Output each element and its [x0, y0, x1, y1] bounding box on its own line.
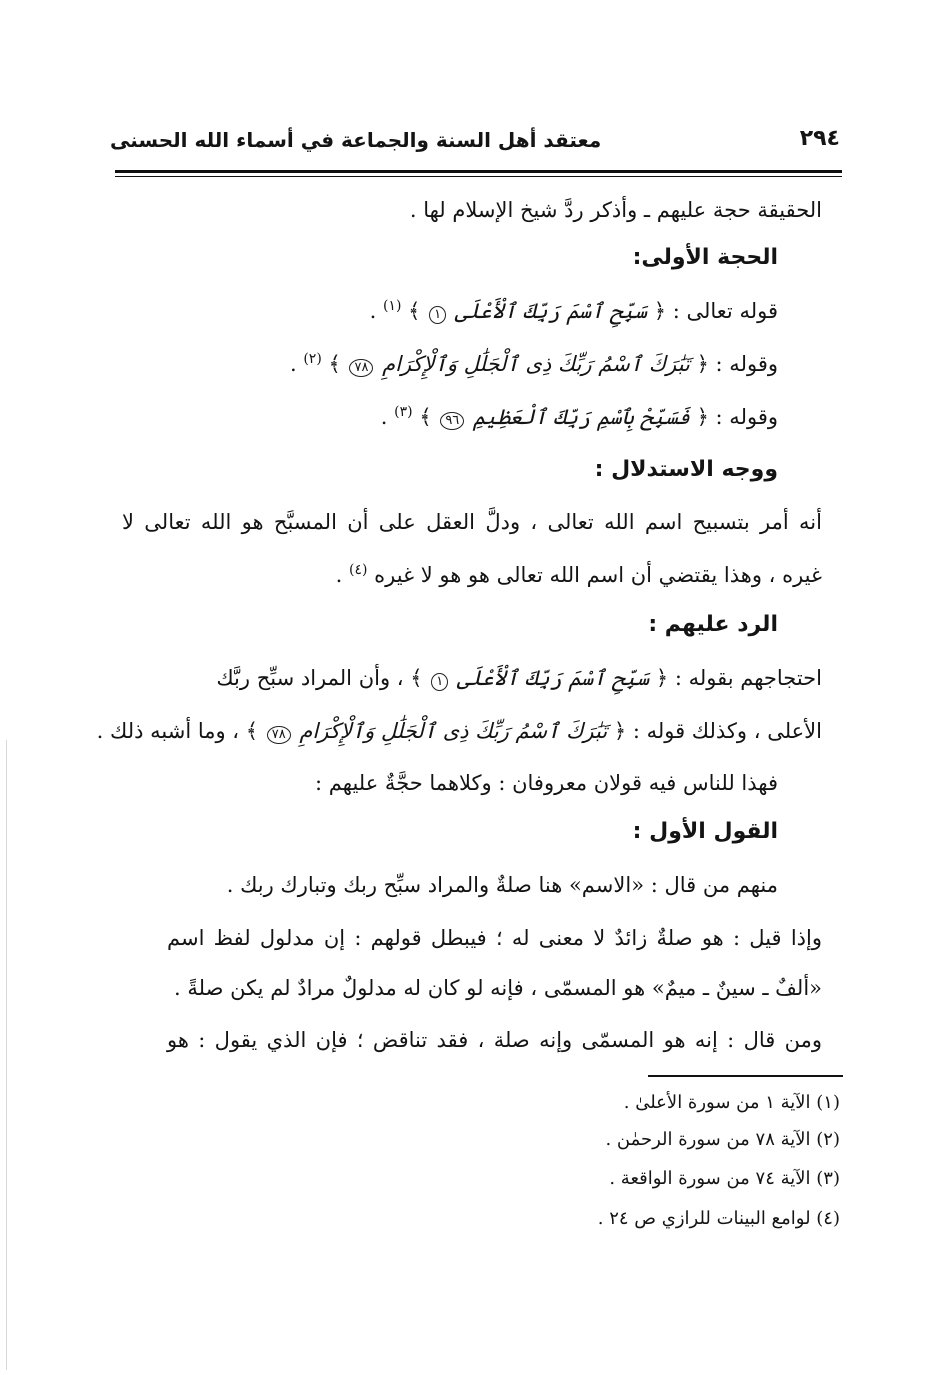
verse2-suffix: ﴾	[328, 352, 341, 376]
verse2-prefix: وقوله : ﴿	[696, 352, 778, 376]
opinion1-line-2: وإذا قيل : هو صلةٌ زائدٌ لا معنى له ؛ فيبطل قولهم : إن مدلول لفظ اسم	[167, 926, 822, 950]
footnote-4: (٤) لوامع البينات للرازي ص ٢٤ .	[597, 1208, 840, 1229]
footnote-1: (١) الآية ١ من سورة الأعلىٰ .	[623, 1092, 840, 1113]
header-rule-thick	[115, 170, 842, 173]
ayah-number-marker: ٧٨	[349, 359, 373, 377]
inference-line-2	[336, 560, 822, 590]
ayah-number-marker: ١	[431, 673, 448, 691]
running-title: معتقد أهل السنة والجماعة في أسماء الله الحسنى	[110, 128, 602, 152]
verse-line-3	[381, 402, 778, 432]
reply-line-2	[97, 716, 822, 746]
verse3-suffix: ﴾	[419, 405, 432, 429]
heading-first-argument: الحجة الأولى:	[632, 245, 778, 270]
ayah-number-marker: ٧٨	[267, 726, 291, 744]
verse1-prefix: قوله تعالى : ﴿	[653, 299, 778, 323]
footnote-2: (٢) الآية ٧٨ من سورة الرحمٰن .	[605, 1129, 840, 1150]
page-header	[110, 122, 840, 172]
ayah-number-marker: ٩٦	[440, 412, 464, 430]
opinion1-line-3: «ألفٌ ـ سينٌ ـ ميمٌ» هو المسمّى ، فإنه لو كان له مدلولٌ مرادٌ لم يكن صلةً .	[174, 976, 822, 1000]
footnote-ref: (٤)	[349, 562, 368, 578]
reply1-verse: سَبِّحِ ٱسْمَ رَبِّكَ ٱلْأَعْلَى	[456, 666, 650, 690]
reply-line-1	[216, 663, 822, 693]
reply2-suffix: ﴾ ، وما أشبه ذلك .	[96, 719, 259, 743]
reply2-prefix: الأعلى ، وكذلك قوله : ﴿	[613, 719, 822, 743]
footnote-ref: (١)	[382, 298, 402, 314]
footnote-separator	[648, 1075, 843, 1077]
opinion1-line-1: منهم من قال : «الاسم» هنا صلةٌ والمراد سبِّح ربك وتبارك ربك .	[226, 873, 778, 897]
footnote-ref: (٢)	[303, 351, 322, 367]
verse2-text: تَبَٰرَكَ ٱسْمُ رَبِّكَ ذِى ٱلْجَلَٰلِ وَٱلْإِكْرَامِ	[382, 352, 690, 376]
verse1-end: .	[369, 299, 377, 323]
heading-inference: ووجه الاستدلال :	[594, 457, 778, 482]
verse-line-2	[290, 349, 778, 379]
scan-margin-line	[6, 740, 7, 1370]
verse-line-1	[370, 296, 778, 326]
heading-first-opinion: القول الأول :	[632, 819, 778, 844]
intro-line: الحقيقة حجة عليهم ـ وأذكر ردَّ شيخ الإسلام لها .	[409, 198, 822, 222]
two-opinions-line: فهذا للناس فيه قولان معروفان : وكلاهما حجَّةٌ عليهم :	[315, 771, 778, 795]
verse1-suffix: ﴾	[408, 299, 421, 323]
footnote-3: (٣) الآية ٧٤ من سورة الواقعة .	[609, 1168, 840, 1189]
ayah-number-marker: ١	[429, 306, 446, 324]
page-number: ٢٩٤	[799, 126, 840, 151]
reply2-verse: تَبَٰرَكَ ٱسْمُ رَبِّكَ ذِى ٱلْجَلَٰلِ وَٱلْإِكْرَامِ	[299, 719, 608, 743]
reply1-suffix: ﴾ ، وأن المراد سبِّح ربَّك	[216, 666, 423, 690]
heading-reply: الرد عليهم :	[648, 612, 778, 637]
footnote-ref: (٣)	[394, 404, 413, 420]
opinion1-line-4: ومن قال : إنه هو المسمّى وإنه صلة ، فقد تناقض ؛ فإن الذي يقول : هو	[167, 1028, 822, 1052]
header-rule-thin	[115, 176, 842, 177]
verse2-end: .	[289, 352, 297, 376]
verse3-end: .	[380, 405, 388, 429]
verse3-text: فَسَبِّحْ بِٱسْمِ رَبِّكَ ٱلْعَظِيمِ	[472, 405, 690, 429]
reply1-prefix: احتجاجهم بقوله : ﴿	[655, 666, 822, 690]
inference-end: .	[335, 563, 343, 587]
verse1-text: سَبِّحِ ٱسْمَ رَبِّكَ ٱلْأَعْلَى	[454, 299, 648, 323]
inference-text: غيره ، وهذا يقتضي أن اسم الله تعالى هو هو لا غيره	[374, 563, 822, 587]
inference-line-1: أنه أمر بتسبيح اسم الله تعالى ، ودلَّ العقل على أن المسبَّح هو الله تعالى لا	[122, 510, 822, 534]
verse3-prefix: وقوله : ﴿	[696, 405, 778, 429]
